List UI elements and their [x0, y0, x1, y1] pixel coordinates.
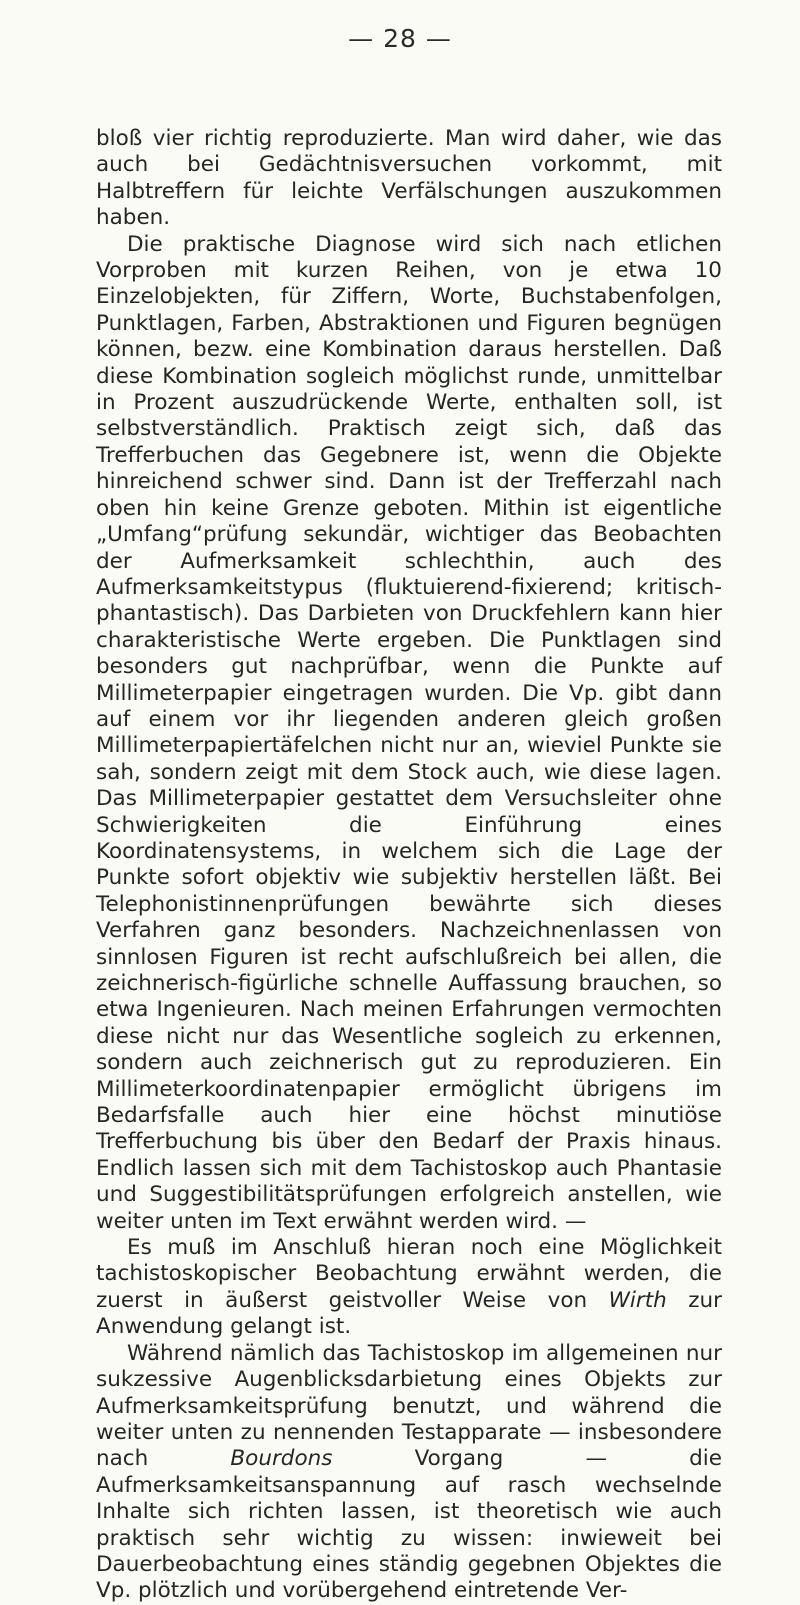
paragraph-3-text-before: Es muß im Anschluß hieran noch eine Möglichkeit tachistoskopischer Beobachtung erwähnt werden, die zuerst in äußerst geistvoller Weise von	[96, 1235, 722, 1313]
paragraph-4-text-after: Vorgang — die Aufmerksamkeitsanspannung auf rasch wechselnde Inhalte sich richten lassen, ist theoretisch wie auch praktisch sehr wichtig zu wissen: inwieweit bei Dauerbeobachtung eines ständig gegebnen Objektes die Vp. plötzlich und vorübergehend eintretende Ver-	[96, 1446, 722, 1604]
paragraph-4	[96, 1341, 722, 1605]
author-name-wirth: Wirth	[608, 1287, 667, 1313]
author-name-bourdon: Bourdons	[230, 1446, 333, 1472]
paragraph-1: bloß vier richtig reproduzierte. Man wird daher, wie das auch bei Gedächtnisversuchen vorkommt, mit Halbtreffern für leichte Verfälschungen auszukommen haben.	[96, 126, 722, 231]
body-text	[96, 126, 722, 1605]
page-number: — 28 —	[348, 24, 452, 53]
paragraph-4-text-before: Während nämlich das Tachistoskop im allgemeinen nur sukzessive Augenblicksdarbietung eines Objekts zur Aufmerksamkeitsprüfung benutzt, und während die weiter unten zu nennenden Testapparate — insbesondere nach	[96, 1340, 722, 1472]
paragraph-3-text-after: zur Anwendung gelangt ist.	[96, 1287, 722, 1340]
paragraph-3	[96, 1235, 722, 1341]
paragraph-2: Die praktische Diagnose wird sich nach etlichen Vorproben mit kurzen Reihen, von je etwa 10 Einzelobjekten, für Ziffern, Worte, Buchstabenfolgen, Punktlagen, Farben, Abstraktionen und Figuren begnügen können, bezw. eine Kombination daraus herstellen. Daß diese Kombination sogleich möglichst runde, unmittelbar in Prozent auszudrückende Werte, enthalten soll, ist selbstverständlich. Praktisch zeigt sich, daß das Trefferbuchen das Gegebnere ist, wenn die Objekte hinreichend schwer sind. Dann ist der Trefferzahl nach oben hin keine Grenze geboten. Mithin ist eigentliche „Umfang“prüfung sekundär, wichtiger das Beobachten der Aufmerksamkeit schlechthin, auch des Aufmerksamkeitstypus (fluktuierend-fixierend; kritisch-phantastisch). Das Darbieten von Druckfehlern kann hier charakteristische Werte ergeben. Die Punktlagen sind besonders gut nachprüfbar, wenn die Punkte auf Millimeterpapier eingetragen wurden. Die Vp. gibt dann auf einem vor ihr liegenden anderen gleich großen Millimeterpapiertäfelchen nicht nur an, wieviel Punkte sie sah, sondern zeigt mit dem Stock auch, wie diese lagen. Das Millimeterpapier gestattet dem Versuchsleiter ohne Schwierigkeiten die Einführung eines Koordinatensystems, in welchem sich die Lage der Punkte sofort objektiv wie subjektiv herstellen läßt. Bei Telephonistinnenprüfungen bewährte sich dieses Verfahren ganz besonders. Nachzeichnenlassen von sinnlosen Figuren ist recht aufschlußreich bei allen, die zeichnerisch-figürliche schnelle Auffassung brauchen, so etwa Ingenieuren. Nach meinen Erfahrungen vermochten diese nicht nur das Wesentliche sogleich zu erkennen, sondern auch zeichnerisch gut zu reproduzieren. Ein Millimeterkoordinatenpapier ermöglicht übrigens im Bedarfsfalle auch hier eine höchst minutiöse Trefferbuchung bis über den Bedarf der Praxis hinaus. Endlich lassen sich mit dem Tachistoskop auch Phantasie und Suggestibilitätsprüfungen erfolgreich anstellen, wie weiter unten im Text erwähnt werden wird. —	[96, 231, 722, 1234]
